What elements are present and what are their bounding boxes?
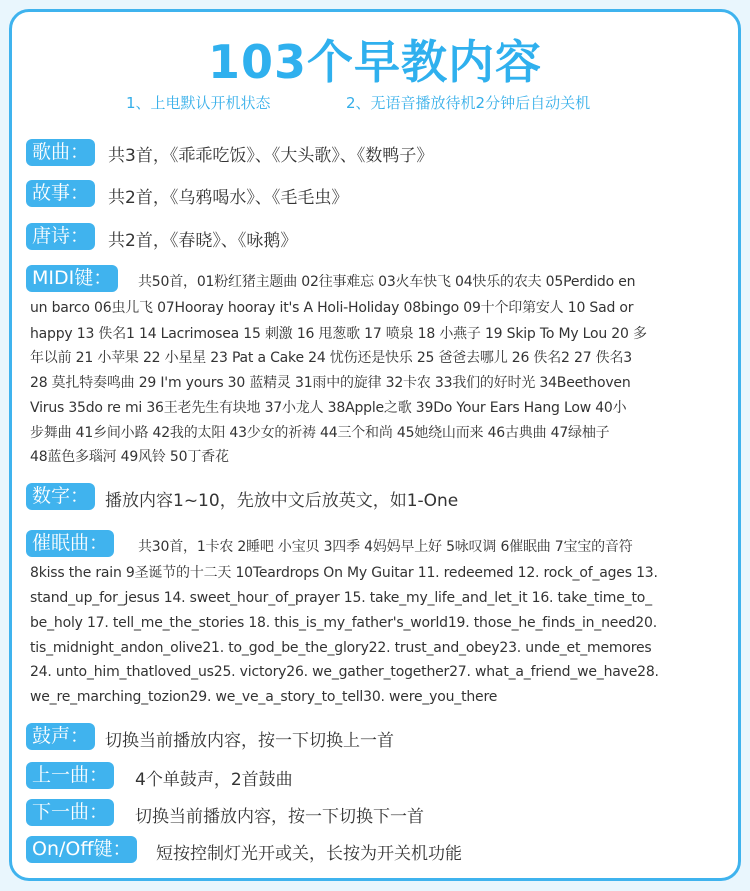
lullaby-line: tis_midnight_andon_olive21. to_god_be_the_glory22. trust_and_obey23. unde_et_memores xyxy=(30,640,652,656)
numbers-tag: 数字： xyxy=(26,483,95,510)
midi-line: happy 13 佚名1 14 Lacrimosea 15 刺激 16 甩葱歌 17 喷泉 18 小燕子 19 Skip To My Lou 20 多 xyxy=(30,326,647,342)
onoff-text: 短按控制灯光开或关，长按为开关机功能 xyxy=(156,844,462,864)
stories-text: 共2首，《乌鸦喝水》、《毛毛虫》 xyxy=(108,188,349,208)
prev-tag: 上一曲： xyxy=(26,762,114,789)
lullaby-line: we_re_marching_tozion29. we_ve_a_story_to_tell30. were_you_there xyxy=(30,689,498,705)
midi-line: 28 莫扎特奏鸣曲 29 I'm yours 30 蓝精灵 31雨中的旋律 32卡农 33我们的好时光 34Beethoven xyxy=(30,375,631,391)
page-title: 103个早教内容 xyxy=(207,35,543,89)
lullaby-line: 共30首，1卡农 2睡吧 小宝贝 3四季 4妈妈早上好 5咏叹调 6催眠曲 7宝宝的音符 xyxy=(138,539,633,555)
lullaby-line: be_holy 17. tell_me_the_stories 18. this_is_my_father's_world19. those_he_finds_in_need20. xyxy=(30,615,657,631)
poems-tag: 唐诗： xyxy=(26,223,95,250)
subtitle-standby: 2、无语音播放待机2分钟后自动关机 xyxy=(346,94,591,112)
poems-text: 共2首，《春晓》、《咏鹅》 xyxy=(108,231,298,251)
numbers-text: 播放内容1~10，先放中文后放英文，如1-One xyxy=(105,491,459,511)
midi-tag: MIDI键： xyxy=(26,265,118,292)
drum-tag: 鼓声： xyxy=(26,723,95,750)
drum-text: 切换当前播放内容，按一下切换上一首 xyxy=(105,731,394,751)
lullaby-tag: 催眠曲： xyxy=(26,530,114,557)
midi-line: Virus 35do re mi 36王老先生有块地 37小龙人 38Apple之歌 39Do Your Ears Hang Low 40小 xyxy=(30,400,627,416)
midi-line: un barco 06虫儿飞 07Hooray hooray it's A Holi-Holiday 08bingo 09十个印第安人 10 Sad or xyxy=(30,300,634,316)
next-tag: 下一曲： xyxy=(26,799,114,826)
songs-tag: 歌曲： xyxy=(26,139,95,166)
midi-line: 步舞曲 41乡间小路 42我的太阳 43少女的祈祷 44三个和尚 45她绕山而来 46古典曲 47绿柚子 xyxy=(30,425,610,441)
lullaby-line: stand_up_for_jesus 14. sweet_hour_of_prayer 15. take_my_life_and_let_it 16. take_time_to_ xyxy=(30,590,652,606)
stories-tag: 故事： xyxy=(26,180,95,207)
midi-line: 年以前 21 小苹果 22 小星星 23 Pat a Cake 24 忧伤还是快乐 25 爸爸去哪儿 26 佚名2 27 佚名3 xyxy=(30,350,632,366)
songs-text: 共3首，《乖乖吃饭》、《大头歌》、《数鸭子》 xyxy=(108,146,434,166)
onoff-tag: On/Off键： xyxy=(26,836,137,863)
lullaby-line: 24. unto_him_thatloved_us25. victory26. we_gather_together27. what_a_friend_we_have28. xyxy=(30,664,659,680)
subtitle-power-on: 1、上电默认开机状态 xyxy=(126,94,271,112)
midi-line: 48蓝色多瑙河 49风铃 50丁香花 xyxy=(30,449,229,465)
next-text: 切换当前播放内容，按一下切换下一首 xyxy=(135,807,424,827)
lullaby-line: 8kiss the rain 9圣诞节的十二天 10Teardrops On My Guitar 11. redeemed 12. rock_of_ages 13. xyxy=(30,565,658,581)
midi-line: 共50首，01粉红猪主题曲 02往事难忘 03火车快飞 04快乐的农夫 05Perdido en xyxy=(138,274,636,290)
prev-text: 4个单鼓声，2首鼓曲 xyxy=(135,770,293,790)
